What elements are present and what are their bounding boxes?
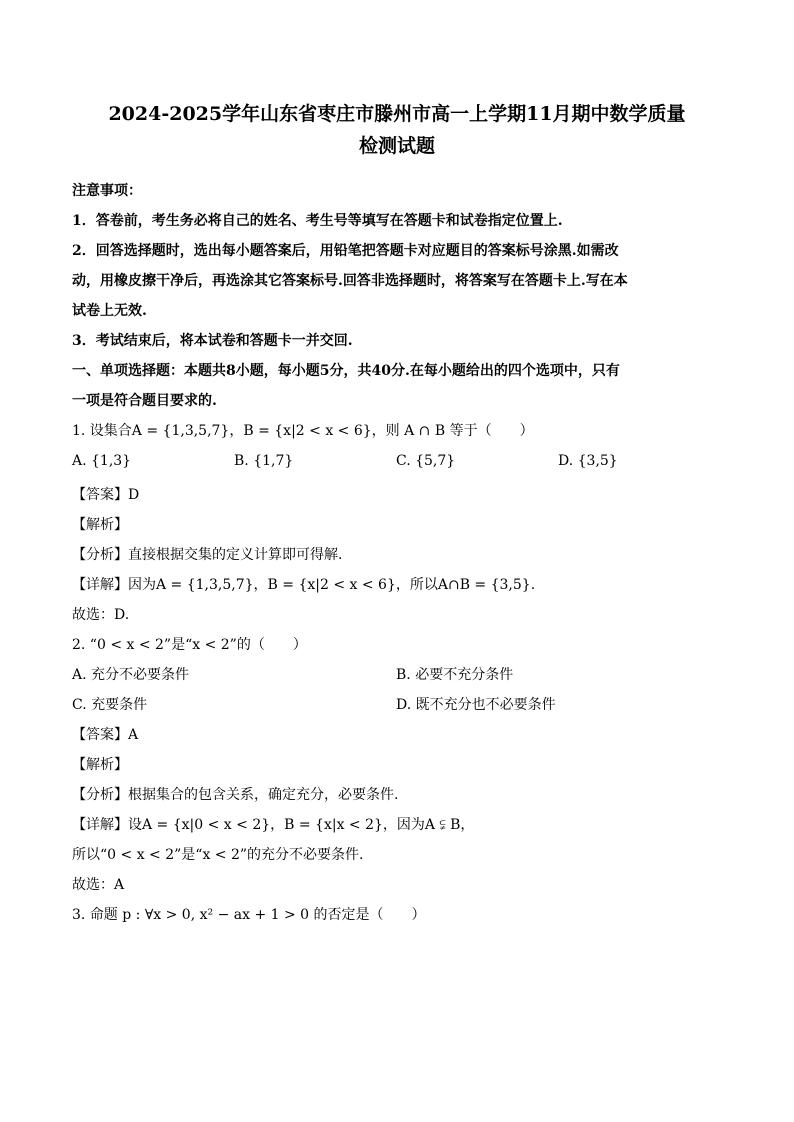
q1-option-b: B. {1,7}: [234, 453, 294, 469]
section-heading-line1: 一、单项选择题：本题共8小题，每小题5分，共40分.在每小题给出的四个选项中，只有: [72, 363, 620, 379]
notice-item-2-cont: 动，用橡皮擦干净后，再选涂其它答案标号.回答非选择题时，将答案写在答题卡上.写在本: [72, 273, 628, 289]
notice-item-3: 3．考试结束后，将本试卷和答题卡一并交回.: [72, 333, 353, 349]
notice-item-2: 2．回答选择题时，选出每小题答案后，用铅笔把答题卡对应题目的答案标号涂黑.如需改: [72, 243, 619, 259]
q3-stem: 3. 命题 p : ∀x > 0, x² − ax + 1 > 0 的否定是（ ）: [72, 907, 426, 923]
q2-analysis: 【解析】: [72, 757, 128, 773]
document-page: [72, 98, 722, 930]
q2-option-c: C. 充要条件: [72, 697, 148, 713]
notice-heading: 注意事项：: [72, 183, 142, 199]
q2-stem: 2. “0 < x < 2”是“x < 2”的（ ）: [72, 637, 307, 653]
q1-answer: 【答案】D: [72, 487, 140, 503]
section-heading-line2: 一项是符合题目要求的.: [72, 393, 217, 409]
q2-conclusion: 所以“0 < x < 2”是“x < 2”的充分不必要条件.: [72, 847, 364, 863]
q2-options-row1: [72, 660, 722, 690]
q1-detail: 【详解】因为A = {1,3,5,7}，B = {x|2 < x < 6}，所以A∩B = {3,5}.: [72, 577, 536, 593]
q2-detail: 【详解】设A = {x|0 < x < 2}，B = {x|x < 2}，因为A ⫋ B，: [72, 817, 475, 833]
q2-option-d: D. 既不充分也不必要条件: [396, 697, 556, 713]
q2-answer: 【答案】A: [72, 727, 139, 743]
q2-option-b: B. 必要不充分条件: [396, 667, 514, 683]
q1-choice: 故选：D.: [72, 607, 130, 623]
q1-options: [72, 446, 722, 476]
doc-title-line2: 检测试题: [358, 135, 435, 157]
q1-analysis: 【解析】: [72, 517, 128, 533]
q2-choice: 故选：A: [72, 877, 125, 893]
q1-fenxi: 【分析】直接根据交集的定义计算即可得解.: [72, 547, 343, 563]
q2-option-a: A. 充分不必要条件: [72, 667, 190, 683]
q1-option-a: A. {1,3}: [72, 453, 132, 469]
notice-item-1: 1．答卷前，考生务必将自己的姓名、考生号等填写在答题卡和试卷指定位置上.: [72, 213, 563, 229]
q2-fenxi: 【分析】根据集合的包含关系，确定充分，必要条件.: [72, 787, 399, 803]
q1-option-c: C. {5,7}: [396, 453, 456, 469]
notice-item-2-end: 试卷上无效.: [72, 303, 147, 319]
q1-stem: 1. 设集合A = {1,3,5,7}，B = {x|2 < x < 6}，则 A ∩ B 等于（ ）: [72, 423, 534, 439]
q2-options-row2: [72, 690, 722, 720]
q1-option-d: D. {3,5}: [558, 453, 618, 469]
doc-title-line1: 2024-2025学年山东省枣庄市滕州市高一上学期11月期中数学质量: [108, 103, 686, 125]
